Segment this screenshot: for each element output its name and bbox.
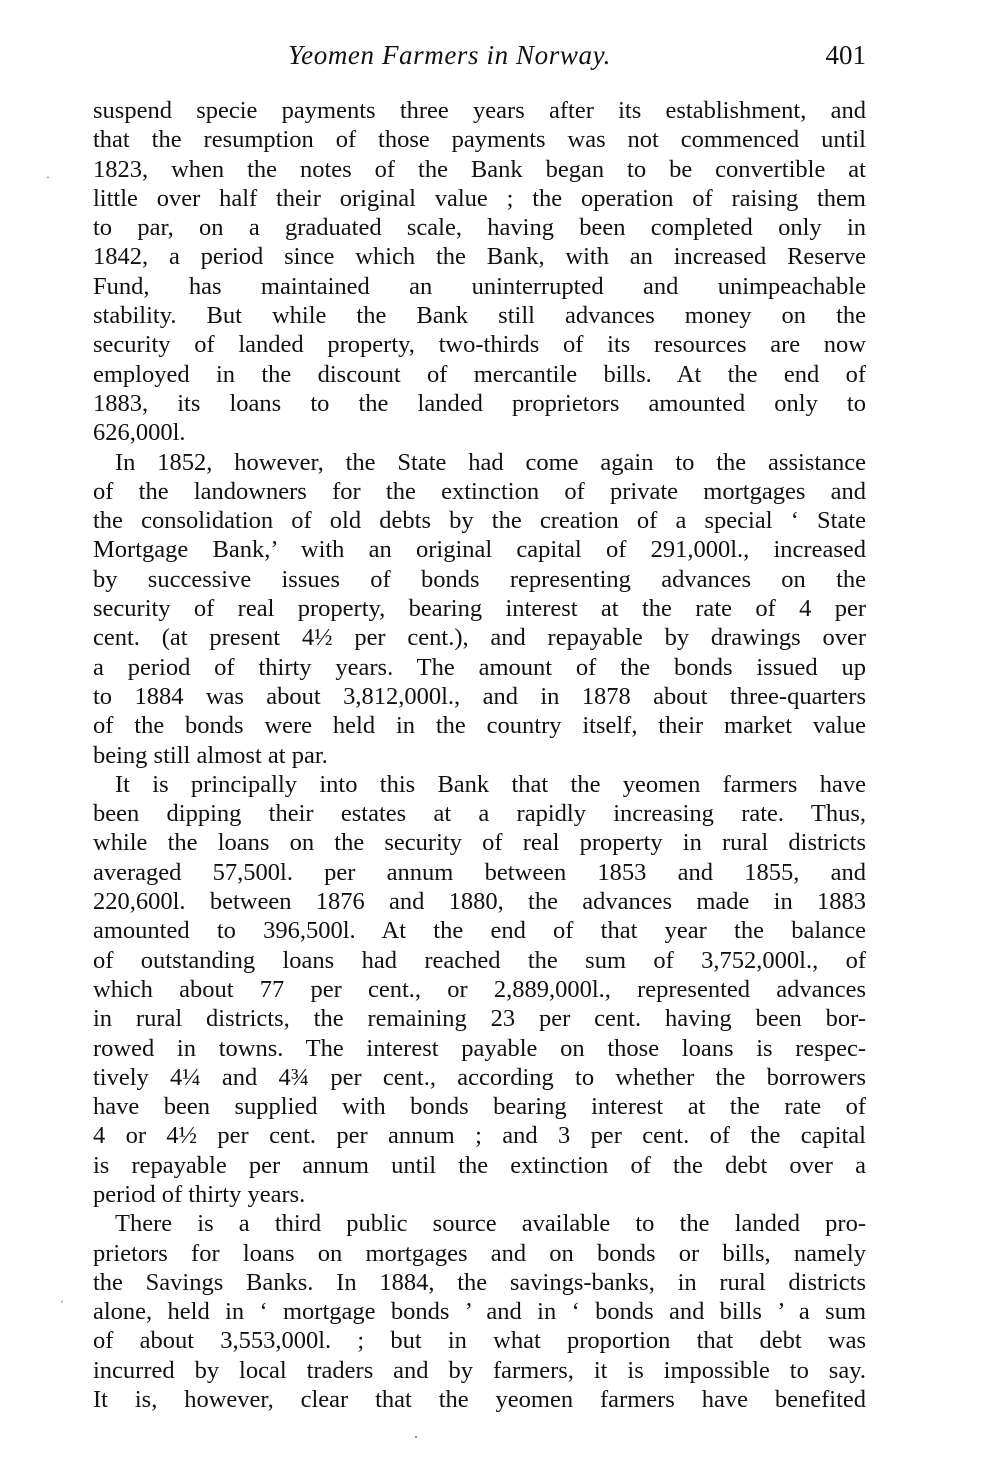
text-line: Fund, has maintained an uninterrupted and unimpeachable [93, 272, 866, 300]
text-line: period of thirty years. [93, 1180, 306, 1208]
text-line: the consolidation of old debts by the creation of a special ‘ State [93, 507, 866, 535]
text-line: stability. But while the Bank still advances money on the [93, 302, 866, 330]
text-line: while the loans on the security of real property in rural districts [93, 829, 866, 857]
paragraph-3 [93, 770, 866, 1209]
text-line: incurred by local traders and by farmers, it is impossible to say. [93, 1356, 866, 1384]
text-line: being still almost at par. [93, 741, 328, 769]
text-line: 1842, a period since which the Bank, with an increased Reserve [93, 243, 866, 271]
text-line: security of real property, bearing interest at the rate of 4 per [93, 595, 866, 623]
text-line: which about 77 per cent., or 2,889,000l., represented advances [93, 975, 866, 1003]
text-line: In 1852, however, the State had come again to the assistance [115, 448, 866, 476]
text-line: cent. (at present 4½ per cent.), and repayable by drawings over [93, 624, 866, 652]
text-line: of about 3,553,000l. ; but in what proportion that debt was [93, 1327, 866, 1355]
text-line: to par, on a graduated scale, having been completed only in [93, 214, 866, 242]
text-line: been dipping their estates at a rapidly increasing rate. Thus, [93, 800, 866, 828]
text-line: have been supplied with bonds bearing interest at the rate of [93, 1093, 866, 1121]
text-line: employed in the discount of mercantile bills. At the end of [93, 360, 866, 388]
text-line: There is a third public source available to the landed pro- [115, 1210, 866, 1238]
text-line: of outstanding loans had reached the sum of 3,752,000l., of [93, 946, 866, 974]
margin-mark: · [46, 170, 50, 184]
margin-mark: ʿ [60, 1298, 64, 1312]
text-line: amounted to 396,500l. At the end of that year the balance [93, 917, 866, 945]
text-line: averaged 57,500l. per annum between 1853 and 1855, and [93, 858, 866, 886]
text-line: by successive issues of bonds representing advances on the [93, 565, 866, 593]
text-line: It is, however, clear that the yeomen farmers have benefited [93, 1386, 866, 1414]
print-speck [415, 1436, 417, 1438]
text-line: is repayable per annum until the extinction of the debt over a [93, 1151, 866, 1179]
text-line: 1883, its loans to the landed proprietors amounted only to [93, 389, 866, 417]
paragraph-1 [93, 96, 866, 448]
text-line: 4 or 4½ per cent. per annum ; and 3 per cent. of the capital [93, 1122, 866, 1150]
text-line: of the bonds were held in the country itself, their market value [93, 712, 866, 740]
text-line: tively 4¼ and 4¾ per cent., according to whether the borrowers [93, 1063, 866, 1091]
paragraph-2 [93, 448, 866, 770]
text-line: prietors for loans on mortgages and on bonds or bills, namely [93, 1239, 866, 1267]
running-head [93, 40, 866, 74]
text-line: 1823, when the notes of the Bank began to be convertible at [93, 155, 866, 183]
text-line: 220,600l. between 1876 and 1880, the advances made in 1883 [93, 888, 866, 916]
text-line: of the landowners for the extinction of private mortgages and [93, 477, 866, 505]
text-line: a period of thirty years. The amount of the bonds issued up [93, 653, 866, 681]
page-number: 401 [825, 40, 866, 70]
text-line: Mortgage Bank,’ with an original capital of 291,000l., increased [93, 536, 866, 564]
text-line: 626,000l. [93, 419, 186, 447]
running-title: Yeomen Farmers in Norway. [288, 40, 612, 70]
text-line: in rural districts, the remaining 23 per cent. having been bor- [93, 1005, 866, 1033]
text-line: It is principally into this Bank that the yeomen farmers have [115, 770, 866, 798]
text-line: that the resumption of those payments was not commenced until [93, 126, 866, 154]
paragraph-4 [93, 1209, 866, 1414]
text-line: little over half their original value ; the operation of raising them [93, 184, 866, 212]
text-line: suspend specie payments three years after its establishment, and [93, 97, 866, 124]
text-line: rowed in towns. The interest payable on those loans is respec- [93, 1034, 866, 1062]
text-line: alone, held in ‘ mortgage bonds ’ and in ‘ bonds and bills ’ a sum [93, 1298, 866, 1326]
text-line: security of landed property, two-thirds of its resources are now [93, 331, 866, 359]
text-line: to 1884 was about 3,812,000l., and in 1878 about three-quarters [93, 682, 866, 710]
text-line: the Savings Banks. In 1884, the savings-banks, in rural districts [93, 1268, 866, 1296]
body-text [93, 96, 866, 1414]
